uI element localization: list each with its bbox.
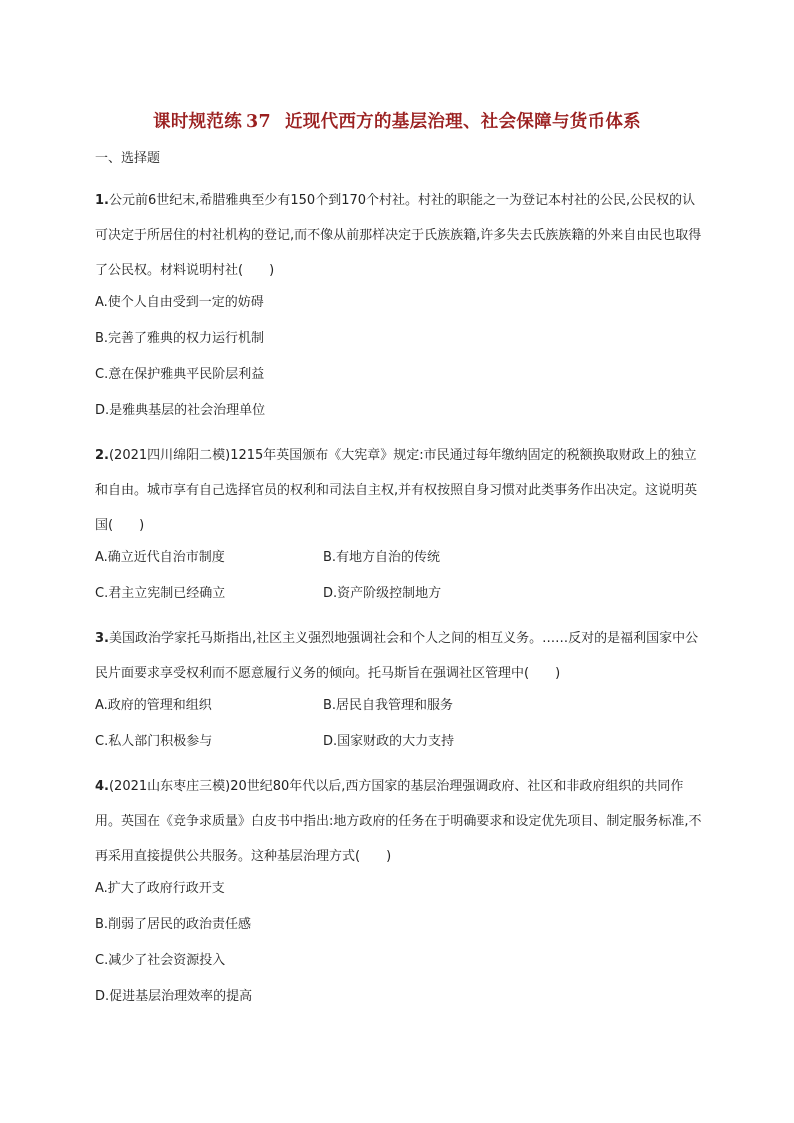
question-4-option-b: B.削弱了居民的政治责任感: [95, 917, 252, 932]
question-2-option-a: A.确立近代自治市制度: [95, 550, 225, 565]
question-3-option-a: A.政府的管理和组织: [95, 698, 212, 713]
question-3: [95, 621, 705, 769]
question-2-stem: 2.(2021四川绵阳二模)1215年英国颁布《大宪章》规定:市民通过每年缴纳固定的税额换取财政上的独立和自由。城市享有自己选择官员的权利和司法自主权,并有权按照自身习惯对此类事务作出决定。这说明英国( ): [95, 448, 698, 533]
question-3-option-b: B.居民自我管理和服务: [323, 698, 454, 713]
question-2-options-row-2: [95, 585, 705, 621]
section-heading: 一、选择题: [95, 151, 161, 166]
question-list: [95, 150, 705, 1024]
question-4-option-d: D.促进基层治理效率的提高: [95, 989, 253, 1004]
question-3-option-d: D.国家财政的大力支持: [323, 734, 455, 749]
title-prefix: 课时规范练: [153, 112, 243, 132]
question-3-stem: 3.美国政治学家托马斯指出,社区主义强烈地强调社会和个人之间的相互义务。……反对的是福利国家中公民片面要求享受权利而不愿意履行义务的倾向。托马斯旨在强调社区管理中( ): [95, 631, 699, 681]
question-3-options-row-1: [95, 697, 705, 733]
question-2-options-row-1: [95, 549, 705, 585]
page-title: [0, 108, 794, 133]
question-1-option-a: A.使个人自由受到一定的妨碍: [95, 295, 264, 310]
question-1-option-c: C.意在保护雅典平民阶层利益: [95, 367, 265, 382]
question-2-number: 2.: [95, 448, 109, 463]
question-2: [95, 438, 705, 621]
title-text: 近现代西方的基层治理、社会保障与货币体系: [284, 112, 641, 132]
question-1-number: 1.: [95, 193, 109, 208]
question-1-option-b: B.完善了雅典的权力运行机制: [95, 331, 265, 346]
question-2-option-c: C.君主立宪制已经确立: [95, 586, 226, 601]
question-4-option-c: C.减少了社会资源投入: [95, 953, 226, 968]
question-1: [95, 183, 705, 438]
question-3-options-row-2: [95, 733, 705, 769]
title-number: 37: [246, 112, 271, 132]
question-2-option-d: D.资产阶级控制地方: [323, 586, 442, 601]
question-4: [95, 769, 705, 1024]
question-1-option-d: D.是雅典基层的社会治理单位: [95, 403, 266, 418]
question-4-number: 4.: [95, 779, 109, 794]
question-4-option-a: A.扩大了政府行政开支: [95, 881, 225, 896]
question-3-number: 3.: [95, 631, 109, 646]
question-1-stem: 1.公元前6世纪末,希腊雅典至少有150个到170个村社。村社的职能之一为登记本村社的公民,公民权的认可决定于所居住的村社机构的登记,而不像从前那样决定于氏族族籍,许多失去氏族族籍的外来自由民也取得了公民权。材料说明村社( ): [95, 193, 702, 278]
question-2-option-b: B.有地方自治的传统: [323, 550, 441, 565]
question-3-option-c: C.私人部门积极参与: [95, 734, 213, 749]
question-4-stem: 4.(2021山东枣庄三模)20世纪80年代以后,西方国家的基层治理强调政府、社区和非政府组织的共同作用。英国在《竞争求质量》白皮书中指出:地方政府的任务在于明确要求和设定优先项目、制定服务标准,不再采用直接提供公共服务。这种基层治理方式( ): [95, 779, 702, 864]
